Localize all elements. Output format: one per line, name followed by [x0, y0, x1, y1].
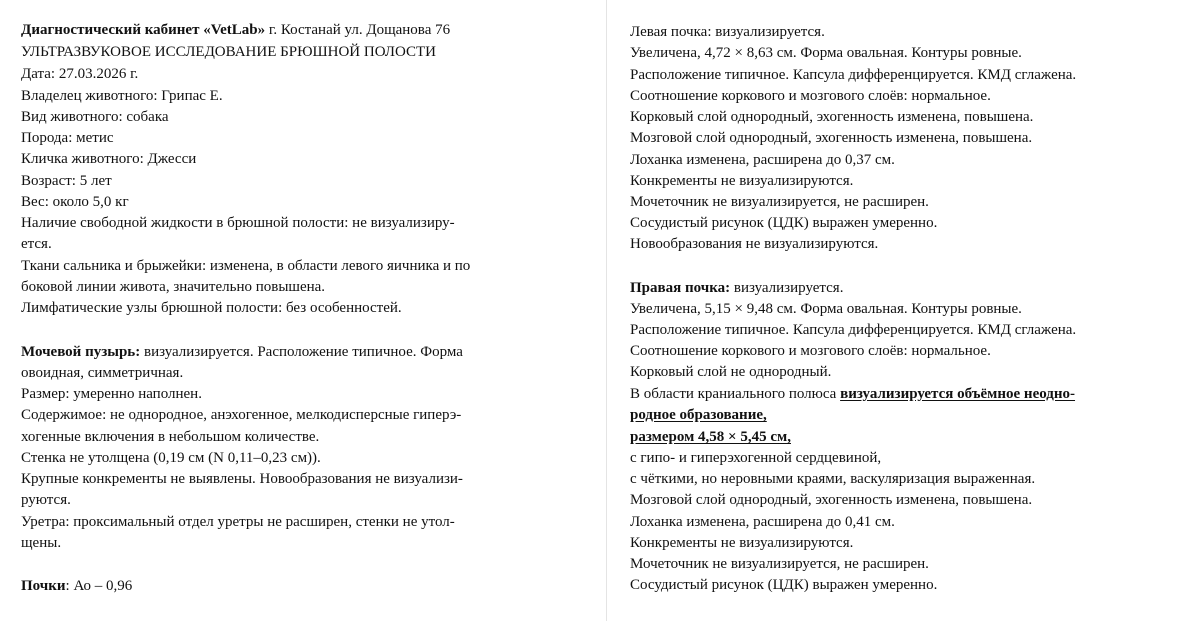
urethra-line-2: щены.	[21, 535, 62, 551]
left-kidney-stones: Конкременты не визуализируются.	[630, 173, 854, 189]
bladder-stones-line-1: Крупные конкременты не выявлены. Новообразования не визуализи-	[21, 471, 463, 487]
age-field: Возраст: 5 лет	[21, 173, 112, 189]
left-kidney-neoplasm: Новообразования не визуализируются.	[630, 236, 879, 252]
omentum-line-1: Ткани сальника и брыжейки: изменена, в области левого яичника и по	[21, 258, 471, 274]
bladder-text: визуализируется. Расположение типичное. Форма	[140, 344, 463, 360]
kidneys-heading: Почки	[21, 578, 66, 594]
right-kidney-vessels: Сосудистый рисунок (ЦДК) выражен умеренно.	[630, 577, 938, 593]
clinic-address: г. Костанай ул. Дощанова 76	[265, 22, 451, 38]
left-kidney-ratio: Соотношение коркового и мозгового слоёв: нормальное.	[630, 88, 991, 104]
bladder-heading: Мочевой пузырь:	[21, 344, 141, 360]
right-kidney-line	[630, 278, 843, 298]
bladder-contents-line-1: Содержимое: не однородное, анэхогенное, мелкодисперсные гиперэ-	[21, 407, 462, 423]
left-kidney-vessels: Сосудистый рисунок (ЦДК) выражен умеренно.	[630, 215, 938, 231]
exam-date: Дата: 27.03.2026 г.	[21, 66, 139, 82]
right-kidney-size: Увеличена, 5,15 × 9,48 см. Форма овальная. Контуры ровные.	[630, 301, 1022, 317]
left-kidney-cortex: Корковый слой однородный, эхогенность изменена, повышена.	[630, 109, 1034, 125]
right-kidney-ratio: Соотношение коркового и мозгового слоёв: нормальное.	[630, 343, 991, 359]
right-kidney-value: визуализируется.	[730, 280, 844, 296]
mass-edges-line: с чёткими, но неровными краями, васкуляризация выраженная.	[630, 471, 1036, 487]
kidneys-value: : Ао – 0,96	[65, 578, 133, 594]
lymph-nodes-line: Лимфатические узлы брюшной полости: без особенностей.	[21, 300, 402, 316]
right-kidney-pelvis: Лоханка изменена, расширена до 0,41 см.	[630, 514, 895, 530]
mass-finding-size: размером 4,58 × 5,45 см,	[630, 429, 791, 445]
bladder-wall-line: Стенка не утолщена (0,19 см (N 0,11–0,23 см)).	[21, 450, 321, 466]
breed-field: Порода: метис	[21, 130, 114, 146]
left-kidney-medulla: Мозговой слой однородный, эхогенность изменена, повышена.	[630, 130, 1033, 146]
pet-name-field: Кличка животного: Джесси	[21, 151, 197, 167]
right-kidney-position: Расположение типичное. Капсула дифференцируется. КМД сглажена.	[630, 322, 1077, 338]
bladder-line-1	[21, 342, 463, 362]
omentum-line-2: боковой линии живота, значительно повышена.	[21, 279, 326, 295]
bladder-size-line: Размер: умеренно наполнен.	[21, 386, 202, 402]
left-kidney-size: Увеличена, 4,72 × 8,63 см. Форма овальная. Контуры ровные.	[630, 45, 1022, 61]
right-kidney-heading: Правая почка:	[630, 280, 731, 296]
left-kidney-ureter: Мочеточник не визуализируется, не расширен.	[630, 194, 929, 210]
urethra-line-1: Уретра: проксимальный отдел уретры не расширен, стенки не утол-	[21, 514, 455, 530]
report-title: УЛЬТРАЗВУКОВОЕ ИССЛЕДОВАНИЕ БРЮШНОЙ ПОЛОСТИ	[21, 44, 436, 60]
mass-finding-text: визуализируется объёмное неодно-	[840, 386, 1076, 402]
right-kidney-stones: Конкременты не визуализируются.	[630, 535, 854, 551]
free-fluid-line-1: Наличие свободной жидкости в брюшной полости: не визуализиру-	[21, 215, 455, 231]
bladder-line-2: овоидная, симметричная.	[21, 365, 184, 381]
left-kidney-position: Расположение типичное. Капсула дифференцируется. КМД сглажена.	[630, 67, 1077, 83]
clinic-header	[21, 20, 450, 40]
left-kidney-heading: Левая почка: визуализируется.	[630, 24, 825, 40]
left-kidney-pelvis: Лоханка изменена, расширена до 0,37 см.	[630, 152, 895, 168]
mass-core-line: с гипо- и гиперэхогенной сердцевиной,	[630, 450, 882, 466]
clinic-name: Диагностический кабинет «VetLab»	[21, 22, 266, 38]
free-fluid-line-2: ется.	[21, 236, 52, 252]
weight-field: Вес: около 5,0 кг	[21, 194, 129, 210]
right-kidney-cranial-line	[630, 384, 1075, 404]
mass-finding-continuation: родное образование,	[630, 407, 767, 423]
column-divider	[606, 0, 607, 621]
kidneys-line	[21, 576, 132, 596]
right-kidney-ureter: Мочеточник не визуализируется, не расширен.	[630, 556, 929, 572]
cranial-pole-text: В области краниального полюса	[630, 386, 841, 402]
bladder-stones-line-2: руются.	[21, 492, 71, 508]
species-field: Вид животного: собака	[21, 109, 169, 125]
right-kidney-medulla: Мозговой слой однородный, эхогенность изменена, повышена.	[630, 492, 1033, 508]
bladder-contents-line-2: хогенные включения в небольшом количестве.	[21, 429, 320, 445]
owner-field: Владелец животного: Грипас Е.	[21, 88, 223, 104]
right-kidney-cortex: Корковый слой не однородный.	[630, 364, 832, 380]
